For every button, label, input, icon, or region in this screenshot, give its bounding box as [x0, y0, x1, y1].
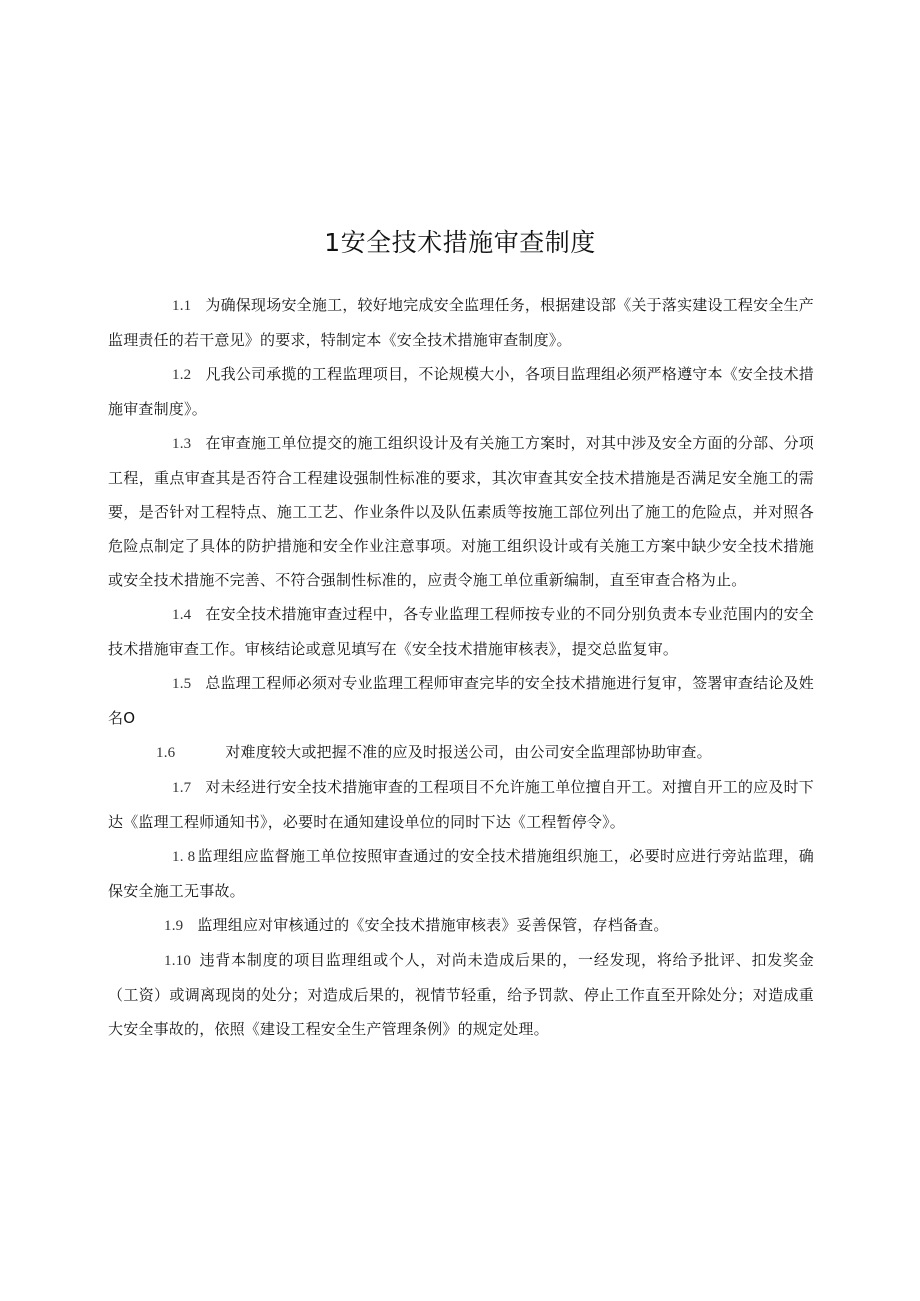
clause-number: 1.1 [172, 298, 192, 314]
clause-1-5 [108, 666, 814, 735]
clause-text: 监理组应监督施工单位按照审查通过的安全技术措施组织施工，必要时应进行旁站监理，确保安全施工无事故。 [108, 847, 814, 900]
clause-number: 1. 8 [172, 849, 196, 865]
clause-text: 凡我公司承揽的工程监理项目，不论规模大小，各项目监理组必须严格遵守本《安全技术措施审查制度》。 [108, 365, 814, 418]
clause-text: 总监理工程师必须对专业监理工程师审查完毕的安全技术措施进行复审，签署审查结论及姓名O [108, 674, 814, 727]
clause-text: 监理组应对审核通过的《安全技术措施审核表》妥善保管，存档备查。 [197, 916, 669, 934]
clause-1-1 [108, 288, 814, 357]
clause-1-9 [108, 908, 814, 943]
clause-1-4 [108, 597, 814, 666]
clause-1-2 [108, 357, 814, 426]
clause-1-10 [108, 943, 814, 1046]
clause-number: 1.7 [172, 780, 192, 796]
clause-1-6 [108, 735, 814, 770]
clause-number: 1.4 [172, 607, 192, 623]
clause-1-7 [108, 770, 814, 839]
clause-text: 违背本制度的项目监理组或个人，对尚未造成后果的，一经发现，将给予批评、扣发奖金（工资）或调离现岗的处分；对造成后果的，视情节轻重，给予罚款、停止工作直至开除处分；对造成重大安全事故的，依照《建设工程安全生产管理条例》的规定处理。 [108, 951, 814, 1038]
clause-number: 1.6 [156, 745, 176, 761]
clause-text: 在安全技术措施审查过程中，各专业监理工程师按专业的不同分别负责本专业范围内的安全技术措施审查工作。审核结论或意见填写在《安全技术措施审核表》，提交总监复审。 [108, 605, 814, 658]
clause-1-3 [108, 426, 814, 597]
clause-text: 对难度较大或把握不准的应及时报送公司，由公司安全监理部协助审查。 [225, 743, 712, 761]
clause-text: 为确保现场安全施工，较好地完成安全监理任务，根据建设部《关于落实建设工程安全生产监理责任的若干意见》的要求，特制定本《安全技术措施审查制度》。 [108, 296, 814, 349]
clause-1-8 [108, 839, 814, 908]
clause-text: 在审查施工单位提交的施工组织设计及有关施工方案时，对其中涉及安全方面的分部、分项工程，重点审查其是否符合工程建设强制性标准的要求，其次审查其安全技术措施是否满足安全施工的需要，是否针对工程特点、施工工艺、作业条件以及队伍素质等按施工部位列出了施工的危险点，并对照各危险点制定了具体的防护措施和安全作业注意事项。对施工组织设计或有关施工方案中缺少安全技术措施或安全技术措施不完善、不符合强制性标准的，应责令施工单位重新编制，直至审查合格为止。 [108, 434, 814, 589]
clause-number: 1.2 [172, 367, 192, 383]
document-body [108, 288, 814, 1046]
clause-number: 1.10 [164, 953, 192, 969]
clause-text: 对未经进行安全技术措施审查的工程项目不允许施工单位擅自开工。对擅自开工的应及时下达《监理工程师通知书》，必要时在通知建设单位的同时下达《工程暂停令》。 [108, 778, 814, 831]
clause-number: 1.9 [164, 918, 184, 934]
clause-number: 1.3 [172, 436, 192, 452]
document-title: 1安全技术措施审查制度 [324, 228, 596, 257]
clause-number: 1.5 [172, 676, 192, 692]
